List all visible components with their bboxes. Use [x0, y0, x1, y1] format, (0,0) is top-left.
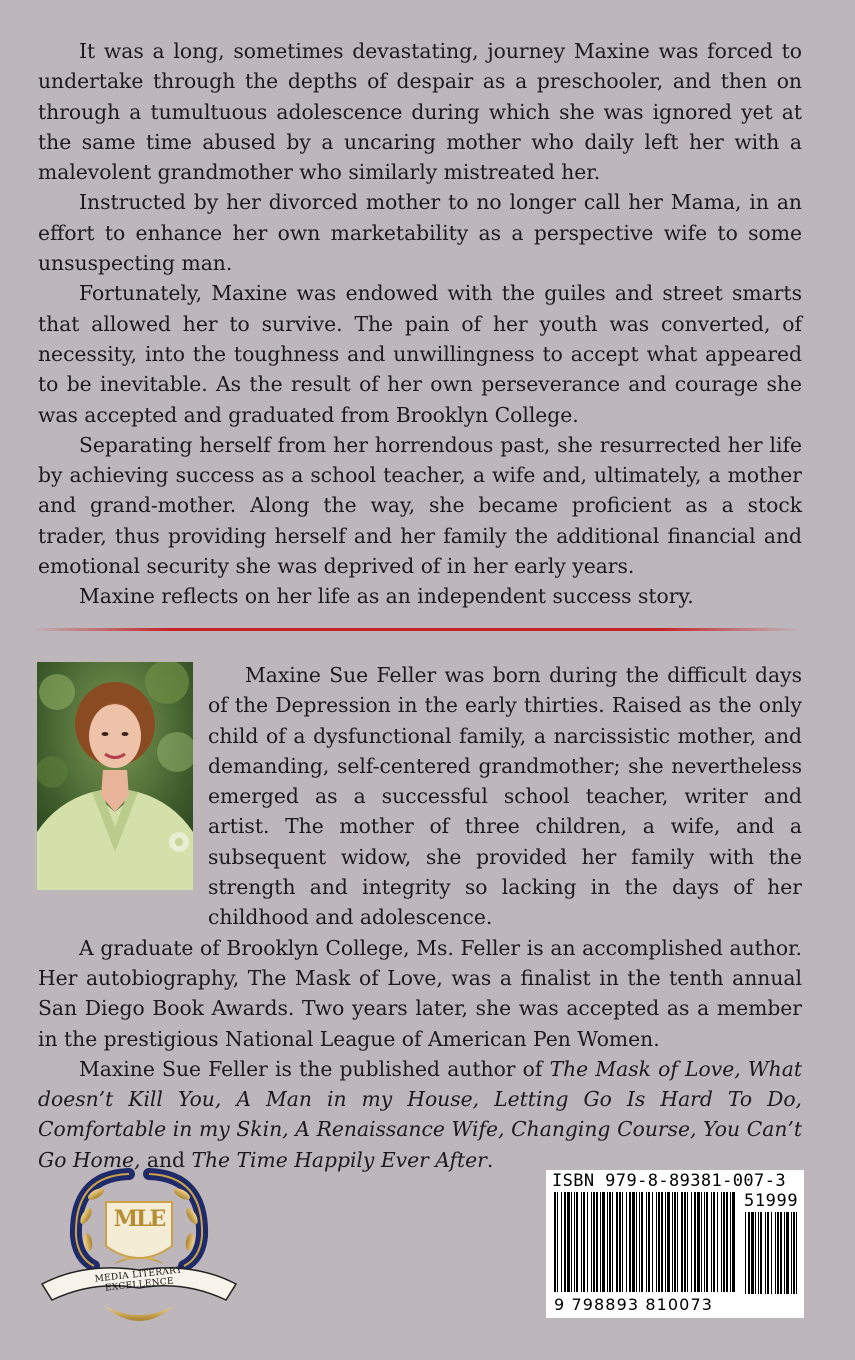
back-cover-blurb — [38, 36, 802, 612]
section-divider — [30, 628, 800, 631]
blurb-paragraph: Separating herself from her horrendous past, she resurrected her life by achieving success as a school teacher, a wife and, ultimately, a mother and grand-mother. Along the way, she became proficient as a stock trader, thus providing herself and her family the additional financial and emotional security she was deprived of in her early years. — [38, 432, 802, 579]
bio-paragraph: A graduate of Brooklyn College, Ms. Feller is an accomplished author. Her autobiography, The Mask of Love, was a finalist in the tenth annual San Diego Book Awards. Two years later, she was accepted as a member in the prestigious National League of American Pen Women. — [38, 935, 802, 1051]
publisher-logo — [34, 1166, 244, 1336]
isbn-barcode — [546, 1170, 804, 1318]
blurb-paragraph: It was a long, sometimes devastating, journey Maxine was forced to undertake through the depths of despair as a preschooler, and then on through a tumultuous adolescence during which she was ignored yet at the same time abused by a uncaring mother who daily left her with a malevolent grandmother who similarly mistreated her. — [38, 39, 802, 185]
bio-text: and — [140, 1147, 192, 1172]
book-titles: The Mask of Love, What doesn’t Kill You, A Man in my House, Letting Go Is Hard To Do, Comfortable in my Skin, A Renaissance Wife, Changing Course, You Can’t Go Home, — [38, 1056, 802, 1172]
price-code: 51999 — [744, 1191, 799, 1211]
ean-digits: 9 798893 810073 — [554, 1295, 714, 1314]
bio-paragraph: Maxine Sue Feller was born during the difficult days of the Depression in the early thirties. Raised as the only child of a dysfunctional family, a narcissistic mother, and demanding, self-centered grandmother; she nevertheless emerged as a successful school teacher, writer and artist. The mother of three children, a wife, and a subsequent widow, she provided her family with the strength and integrity so lacking in the days of her childhood and adolescence. — [208, 663, 802, 930]
bio-text: . — [486, 1147, 494, 1172]
bio-paragraph — [38, 1054, 802, 1175]
author-bio — [38, 660, 802, 1175]
blurb-paragraph: Fortunately, Maxine was endowed with the guiles and street smarts that allowed her to survive. The pain of her youth was converted, of necessity, into the toughness and unwillingness to accept what appeared to be inevitable. As the result of her own perseverance and courage she was accepted and graduated from Brooklyn College. — [38, 281, 802, 427]
logo-ribbon-text: MEDIA LITERARY EXCELLENCE — [94, 1265, 183, 1294]
publisher-crest — [34, 1166, 244, 1336]
logo-monogram: MLE — [113, 1206, 165, 1232]
bio-text: Maxine Sue Feller is the published author of — [79, 1056, 550, 1081]
isbn-label: ISBN 979-8-89381-007-3 — [552, 1171, 786, 1191]
book-title: The Time Happily Ever After — [191, 1147, 487, 1172]
blurb-paragraph: Instructed by her divorced mother to no longer call her Mama, in an effort to enhance her own marketability as a perspective wife to some unsuspecting man. — [38, 190, 802, 276]
blurb-paragraph: Maxine reflects on her life as an independent success story. — [79, 584, 694, 609]
